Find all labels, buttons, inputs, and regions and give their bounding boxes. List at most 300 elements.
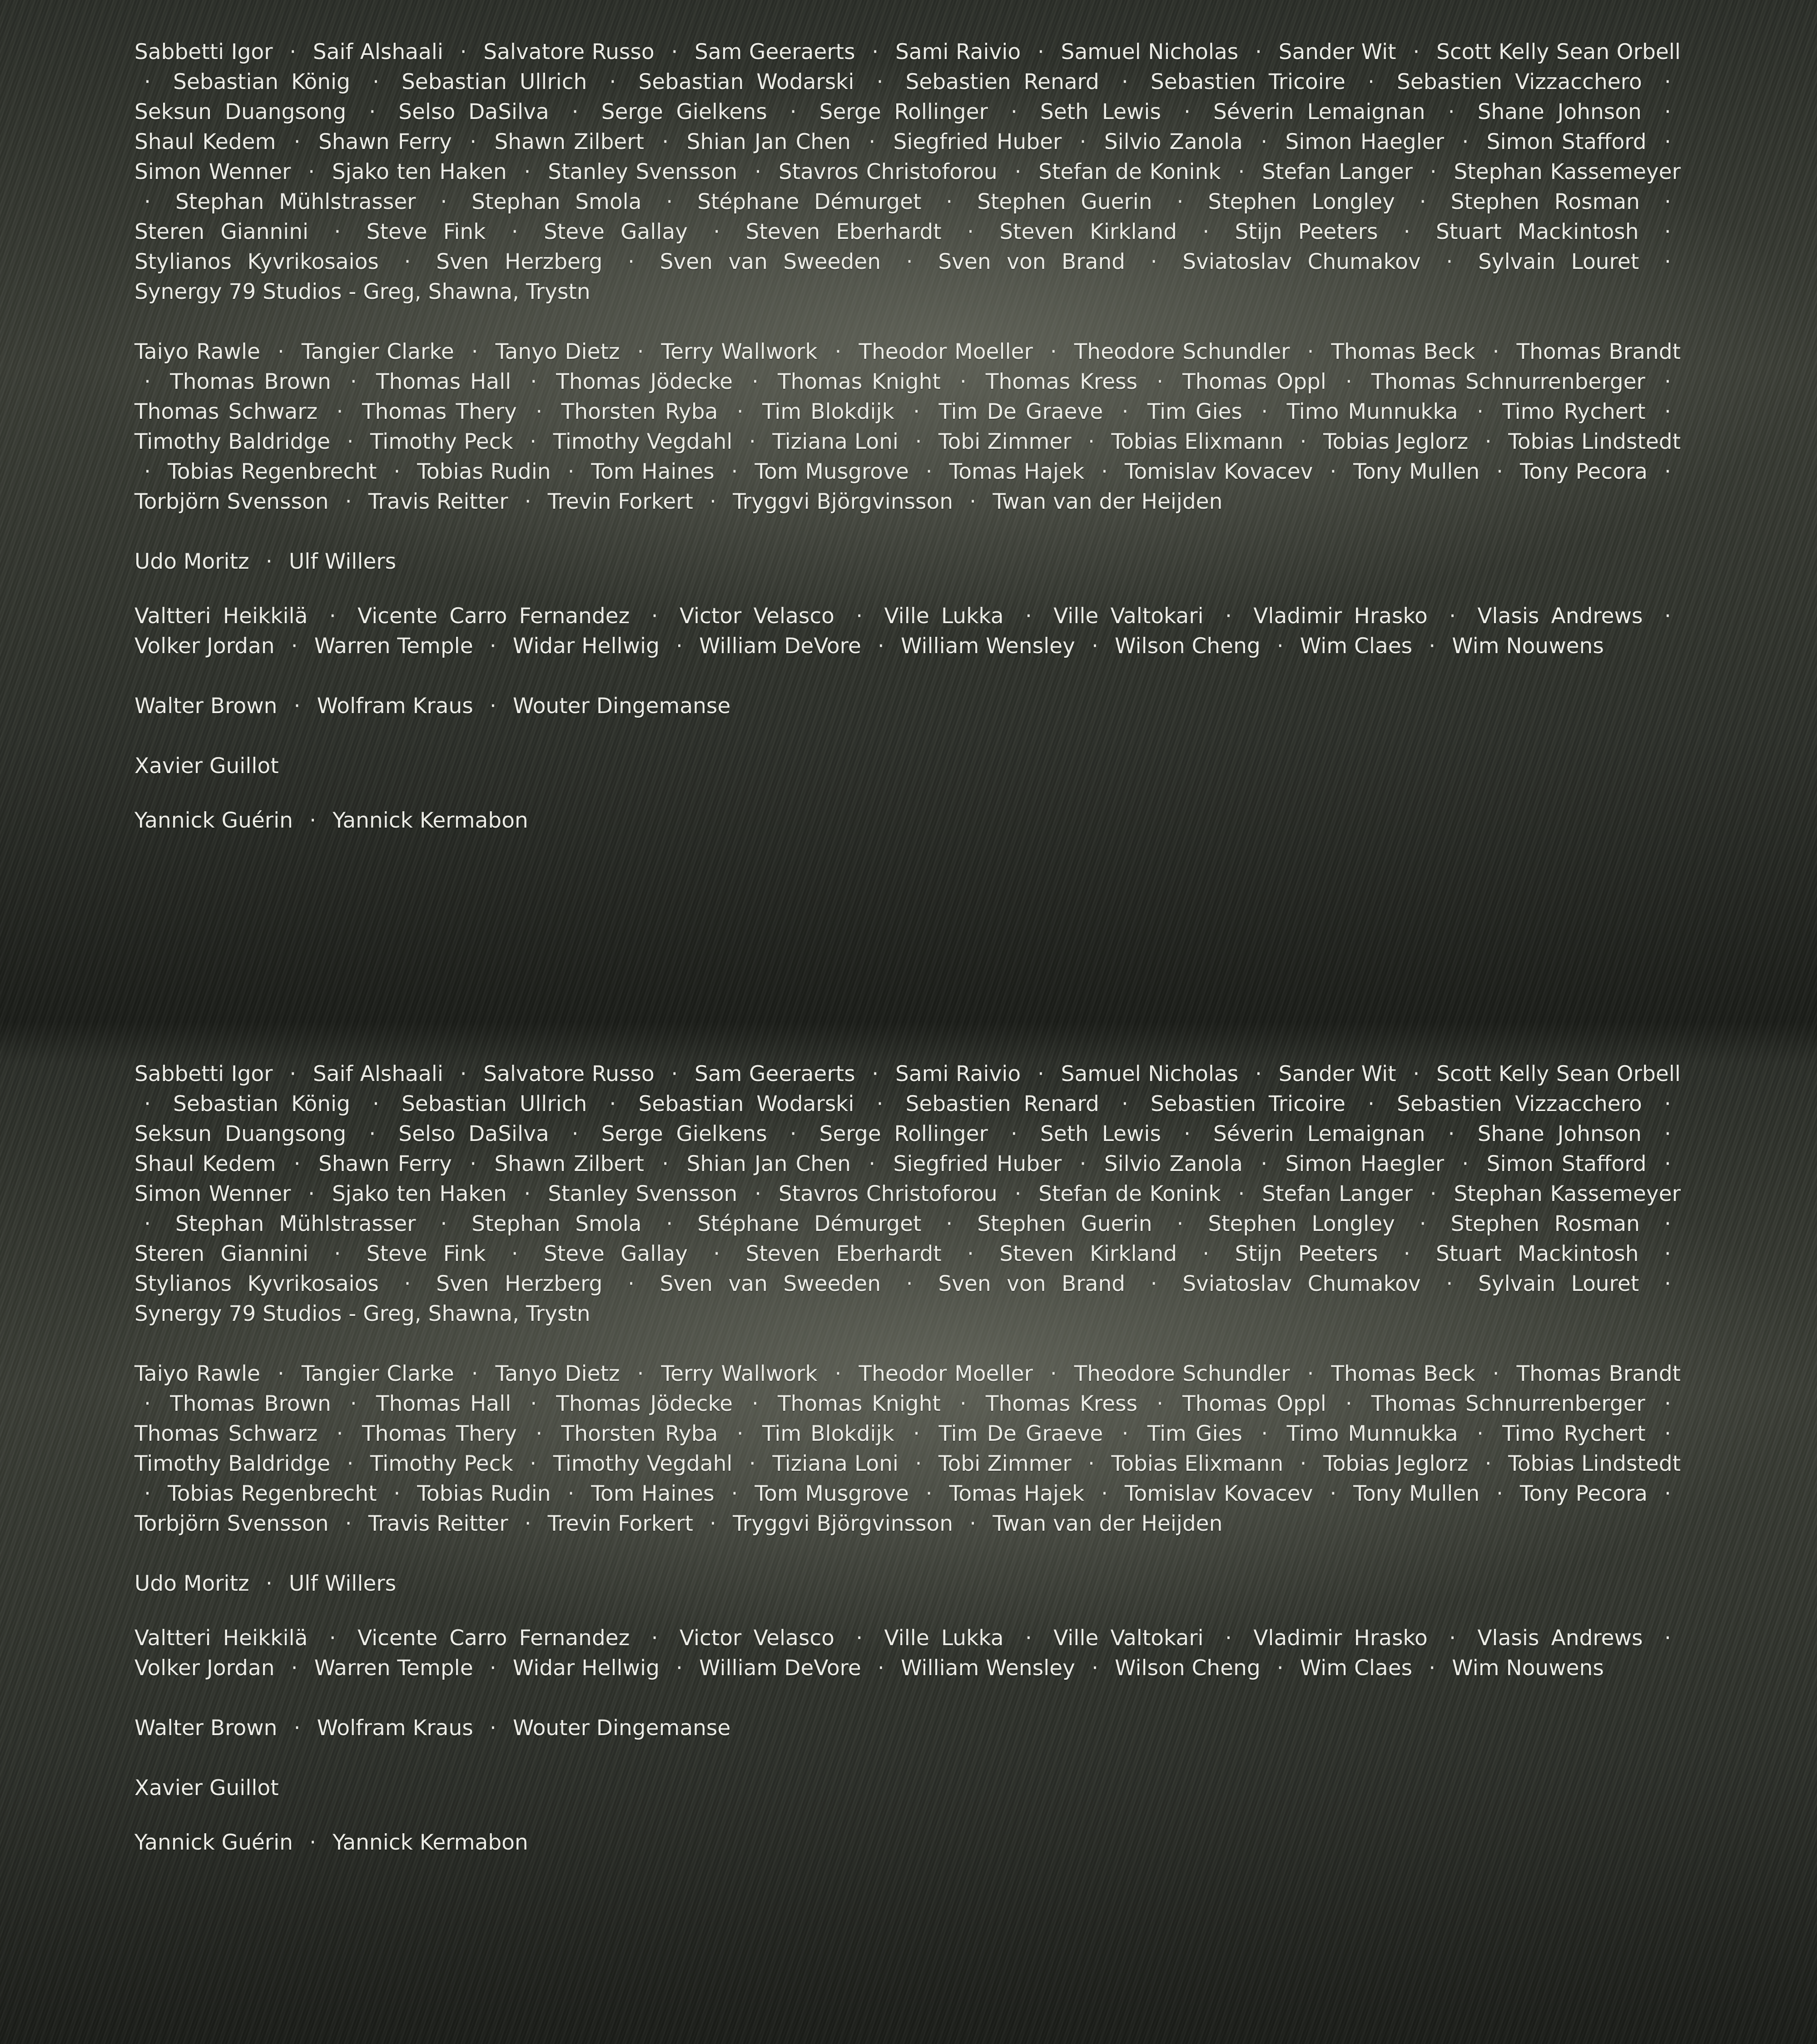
separator-dot: · bbox=[265, 549, 273, 574]
credit-name: Seth Lewis bbox=[1040, 1121, 1161, 1146]
credit-name: Tim De Graeve bbox=[938, 399, 1103, 424]
separator-dot: · bbox=[536, 1421, 543, 1446]
credit-name: Shaul Kedem bbox=[134, 129, 276, 154]
separator-dot: · bbox=[1664, 99, 1671, 124]
credits-list bbox=[134, 1059, 1681, 1888]
separator-dot: · bbox=[460, 40, 467, 64]
credit-name: William Wensley bbox=[900, 1656, 1075, 1681]
separator-dot: · bbox=[1014, 159, 1022, 184]
separator-dot: · bbox=[369, 1121, 376, 1146]
separator-dot: · bbox=[144, 369, 151, 394]
credit-name: Sylvain Louret bbox=[1478, 249, 1639, 274]
separator-dot: · bbox=[1664, 1626, 1671, 1651]
credit-group bbox=[134, 691, 1681, 721]
separator-dot: · bbox=[1664, 1241, 1671, 1266]
credit-name: Sebastian Wodarski bbox=[638, 1091, 854, 1116]
credit-name: Tobi Zimmer bbox=[938, 1451, 1072, 1476]
separator-dot: · bbox=[1183, 1121, 1191, 1146]
separator-dot: · bbox=[609, 1091, 616, 1116]
credit-name: Steve Gallay bbox=[543, 219, 688, 244]
separator-dot: · bbox=[671, 40, 678, 64]
credit-name: Sebastian Wodarski bbox=[638, 69, 854, 94]
credit-name: Twan van der Heijden bbox=[993, 489, 1223, 514]
credit-name: Steren Giannini bbox=[134, 219, 309, 244]
credit-name: Stuart Mackintosh bbox=[1436, 1241, 1639, 1266]
separator-dot: · bbox=[291, 634, 298, 659]
separator-dot: · bbox=[1664, 249, 1671, 274]
separator-dot: · bbox=[877, 1656, 884, 1681]
clipped-credit-line bbox=[134, 0, 1681, 5]
credit-name: Salvatore Russo bbox=[483, 40, 655, 64]
credit-name: Sjako ten Haken bbox=[332, 159, 507, 184]
credit-name: Stephen Longley bbox=[1208, 189, 1395, 214]
separator-dot: · bbox=[1449, 1626, 1456, 1651]
credit-name: Saif Alshaali bbox=[313, 1062, 443, 1086]
separator-dot: · bbox=[1261, 1421, 1268, 1446]
separator-dot: · bbox=[913, 1421, 920, 1446]
credit-name: Simon Haegler bbox=[1285, 1151, 1445, 1176]
separator-dot: · bbox=[1010, 99, 1018, 124]
credit-name: Thorsten Ryba bbox=[561, 399, 718, 424]
credit-name: Torbjörn Svensson bbox=[134, 489, 329, 514]
credit-name: Stijn Peeters bbox=[1235, 1241, 1378, 1266]
separator-dot: · bbox=[309, 1830, 317, 1855]
credit-name: Tobias Lindstedt bbox=[1508, 429, 1681, 454]
separator-dot: · bbox=[749, 429, 756, 454]
separator-dot: · bbox=[1448, 99, 1455, 124]
separator-dot: · bbox=[489, 1656, 496, 1681]
credit-name: Thorsten Ryba bbox=[561, 1421, 718, 1446]
credit-name: Thomas Hall bbox=[376, 1391, 511, 1416]
separator-dot: · bbox=[350, 1391, 357, 1416]
credit-name: Serge Gielkens bbox=[601, 99, 767, 124]
credit-name: Theodore Schundler bbox=[1074, 339, 1290, 364]
credit-name: Tobias Lindstedt bbox=[1508, 1451, 1681, 1476]
separator-dot: · bbox=[470, 1151, 477, 1176]
separator-dot: · bbox=[906, 249, 913, 274]
separator-dot: · bbox=[856, 1626, 863, 1651]
separator-dot: · bbox=[345, 1511, 352, 1536]
credit-name: Timo Rychert bbox=[1502, 1421, 1646, 1446]
credit-name: Timothy Vegdahl bbox=[553, 429, 733, 454]
credit-name: Thomas Brandt bbox=[1516, 339, 1681, 364]
separator-dot: · bbox=[1025, 1626, 1032, 1651]
separator-dot: · bbox=[1255, 1062, 1262, 1086]
separator-dot: · bbox=[336, 399, 343, 424]
credit-name: Tobias Regenbrecht bbox=[167, 1481, 377, 1506]
separator-dot: · bbox=[291, 1656, 298, 1681]
separator-dot: · bbox=[334, 1241, 341, 1266]
separator-dot: · bbox=[1664, 369, 1671, 394]
credit-name: Tomas Hajek bbox=[949, 1481, 1085, 1506]
separator-dot: · bbox=[856, 604, 863, 629]
credit-name: Seksun Duangsong bbox=[134, 1121, 347, 1146]
credit-name: Selso DaSilva bbox=[398, 1121, 549, 1146]
separator-dot: · bbox=[1150, 1271, 1157, 1296]
separator-dot: · bbox=[1238, 1181, 1245, 1206]
credit-name: Wolfram Kraus bbox=[317, 1716, 473, 1741]
separator-dot: · bbox=[1367, 1091, 1375, 1116]
separator-dot: · bbox=[969, 1511, 977, 1536]
separator-dot: · bbox=[511, 219, 518, 244]
credit-name: Thomas Beck bbox=[1331, 339, 1475, 364]
credit-name: Stefan de Konink bbox=[1038, 1181, 1221, 1206]
credit-name: Stuart Mackintosh bbox=[1436, 219, 1639, 244]
separator-dot: · bbox=[404, 249, 411, 274]
credit-name: Silvio Zanola bbox=[1104, 129, 1243, 154]
credit-group bbox=[134, 547, 1681, 577]
separator-dot: · bbox=[1484, 429, 1492, 454]
credit-name: Twan van der Heijden bbox=[993, 1511, 1223, 1536]
separator-dot: · bbox=[144, 189, 151, 214]
separator-dot: · bbox=[671, 1062, 678, 1086]
separator-dot: · bbox=[1261, 1151, 1268, 1176]
separator-dot: · bbox=[1413, 1062, 1420, 1086]
separator-dot: · bbox=[308, 159, 315, 184]
separator-dot: · bbox=[710, 1511, 716, 1536]
separator-dot: · bbox=[1664, 1091, 1671, 1116]
credit-name: Steve Fink bbox=[366, 1241, 486, 1266]
credit-name: Vladimir Hrasko bbox=[1253, 1626, 1428, 1651]
credit-name: Tiziana Loni bbox=[772, 429, 899, 454]
credit-name: Tangier Clarke bbox=[301, 339, 454, 364]
credit-name: Vlasis Andrews bbox=[1477, 1626, 1643, 1651]
credit-name: Stephan Kassemeyer bbox=[1454, 1181, 1681, 1206]
separator-dot: · bbox=[736, 1421, 744, 1446]
separator-dot: · bbox=[144, 1211, 151, 1236]
credit-name: Sabbetti Igor bbox=[134, 40, 273, 64]
credit-name: Stephen Guerin bbox=[977, 1211, 1152, 1236]
separator-dot: · bbox=[1079, 1151, 1087, 1176]
separator-dot: · bbox=[277, 1361, 284, 1386]
separator-dot: · bbox=[1255, 40, 1262, 64]
separator-dot: · bbox=[1091, 1656, 1098, 1681]
credit-name: Theodore Schundler bbox=[1074, 1361, 1290, 1386]
credit-name: Selso DaSilva bbox=[398, 99, 549, 124]
separator-dot: · bbox=[369, 99, 376, 124]
credit-name: Valtteri Heikkilä bbox=[134, 604, 308, 629]
separator-dot: · bbox=[1419, 1211, 1426, 1236]
credit-name: Terry Wallwork bbox=[661, 1361, 818, 1386]
separator-dot: · bbox=[1225, 604, 1232, 629]
separator-dot: · bbox=[1261, 129, 1268, 154]
separator-dot: · bbox=[277, 339, 284, 364]
credit-name: Sam Geeraerts bbox=[695, 40, 855, 64]
separator-dot: · bbox=[666, 189, 673, 214]
separator-dot: · bbox=[334, 219, 341, 244]
separator-dot: · bbox=[913, 399, 920, 424]
credit-name: Sam Geeraerts bbox=[695, 1062, 855, 1086]
separator-dot: · bbox=[293, 129, 301, 154]
separator-dot: · bbox=[1664, 459, 1671, 484]
separator-dot: · bbox=[1484, 1451, 1492, 1476]
credit-name: Thomas Thery bbox=[362, 1421, 517, 1446]
credit-name: Thomas Oppl bbox=[1182, 1391, 1326, 1416]
credit-name: Tanyo Dietz bbox=[495, 1361, 620, 1386]
credit-name: Sven van Sweeden bbox=[660, 249, 881, 274]
credit-group bbox=[134, 1773, 1681, 1803]
credit-name: Tomislav Kovacev bbox=[1124, 459, 1313, 484]
separator-dot: · bbox=[309, 808, 317, 833]
separator-dot: · bbox=[1477, 399, 1484, 424]
credit-name: Stéphane Démurget bbox=[697, 189, 922, 214]
separator-dot: · bbox=[872, 1062, 879, 1086]
separator-dot: · bbox=[869, 1151, 876, 1176]
credit-name: Stefan Langer bbox=[1262, 159, 1413, 184]
credit-name: Tobias Rudin bbox=[417, 1481, 551, 1506]
credit-name: Tangier Clarke bbox=[301, 1361, 454, 1386]
separator-dot: · bbox=[676, 634, 683, 659]
credit-name: Volker Jordan bbox=[134, 1656, 275, 1681]
separator-dot: · bbox=[1225, 1626, 1232, 1651]
credits-list bbox=[134, 37, 1681, 866]
separator-dot: · bbox=[511, 1241, 518, 1266]
separator-dot: · bbox=[293, 1151, 301, 1176]
credit-name: Xavier Guillot bbox=[134, 1776, 279, 1801]
separator-dot: · bbox=[1202, 1241, 1210, 1266]
credit-name: Yannick Kermabon bbox=[333, 808, 528, 833]
credit-group bbox=[134, 1569, 1681, 1599]
separator-dot: · bbox=[440, 1211, 447, 1236]
credit-name: Thomas Brown bbox=[170, 369, 331, 394]
credit-name: Serge Rollinger bbox=[819, 1121, 988, 1146]
separator-dot: · bbox=[662, 129, 669, 154]
credit-name: Seksun Duangsong bbox=[134, 99, 347, 124]
separator-dot: · bbox=[460, 1062, 467, 1086]
separator-dot: · bbox=[731, 459, 738, 484]
separator-dot: · bbox=[489, 634, 496, 659]
separator-dot: · bbox=[1664, 1211, 1671, 1236]
credit-name: Tim De Graeve bbox=[938, 1421, 1103, 1446]
separator-dot: · bbox=[1429, 1656, 1436, 1681]
separator-dot: · bbox=[710, 489, 716, 514]
separator-dot: · bbox=[329, 604, 336, 629]
separator-dot: · bbox=[1121, 69, 1128, 94]
separator-dot: · bbox=[1122, 399, 1129, 424]
credit-name: Timothy Vegdahl bbox=[553, 1451, 733, 1476]
credit-name: Stephen Longley bbox=[1208, 1211, 1395, 1236]
separator-dot: · bbox=[1496, 1481, 1503, 1506]
separator-dot: · bbox=[1664, 399, 1671, 424]
credit-name: Sebastien Tricoire bbox=[1150, 1091, 1345, 1116]
separator-dot: · bbox=[372, 1091, 379, 1116]
credit-name: Sebastian König bbox=[173, 1091, 350, 1116]
credit-name: Serge Gielkens bbox=[601, 1121, 767, 1146]
credit-name: Steve Gallay bbox=[543, 1241, 688, 1266]
credit-name: Sebastien Renard bbox=[905, 1091, 1099, 1116]
credit-name: Sami Raivio bbox=[895, 40, 1021, 64]
credit-name: Stanley Svensson bbox=[548, 159, 738, 184]
credit-name: Simon Wenner bbox=[134, 1181, 291, 1206]
credit-name: Tony Pecora bbox=[1519, 459, 1648, 484]
credit-name: Sjako ten Haken bbox=[332, 1181, 507, 1206]
credit-name: Thomas Jödecke bbox=[556, 1391, 733, 1416]
separator-dot: · bbox=[651, 1626, 658, 1651]
separator-dot: · bbox=[834, 1361, 842, 1386]
credit-name: Timothy Baldridge bbox=[134, 429, 331, 454]
credit-group bbox=[134, 806, 1681, 836]
credit-name: Stylianos Kyvrikosaios bbox=[134, 249, 379, 274]
credit-name: Ulf Willers bbox=[288, 1571, 397, 1596]
separator-dot: · bbox=[1413, 40, 1420, 64]
credit-group bbox=[134, 1713, 1681, 1743]
credit-name: Stanley Svensson bbox=[548, 1181, 738, 1206]
credit-name: Samuel Nicholas bbox=[1061, 40, 1239, 64]
credit-name: Shawn Ferry bbox=[318, 129, 452, 154]
credit-name: Tom Musgrove bbox=[755, 1481, 909, 1506]
separator-dot: · bbox=[751, 369, 759, 394]
separator-dot: · bbox=[872, 40, 879, 64]
credit-name: Sander Wit bbox=[1278, 40, 1396, 64]
credit-name: Shian Jan Chen bbox=[686, 1151, 851, 1176]
credit-group bbox=[134, 1359, 1681, 1539]
credit-name: Wilson Cheng bbox=[1115, 634, 1261, 659]
separator-dot: · bbox=[1010, 1121, 1018, 1146]
separator-dot: · bbox=[530, 1451, 537, 1476]
credit-name: Simon Haegler bbox=[1285, 129, 1445, 154]
credit-name: Tanyo Dietz bbox=[495, 339, 620, 364]
credit-name: Steve Fink bbox=[366, 219, 486, 244]
separator-dot: · bbox=[1276, 634, 1284, 659]
credit-name: Thomas Beck bbox=[1331, 1361, 1475, 1386]
separator-dot: · bbox=[347, 429, 354, 454]
separator-dot: · bbox=[967, 1241, 974, 1266]
credit-name: Seth Lewis bbox=[1040, 99, 1161, 124]
separator-dot: · bbox=[1050, 339, 1057, 364]
separator-dot: · bbox=[393, 1481, 401, 1506]
separator-dot: · bbox=[915, 1451, 922, 1476]
credit-name: Shawn Zilbert bbox=[494, 129, 644, 154]
separator-dot: · bbox=[1664, 189, 1671, 214]
separator-dot: · bbox=[347, 1451, 354, 1476]
separator-dot: · bbox=[1177, 1211, 1184, 1236]
credit-name: Tom Haines bbox=[591, 459, 715, 484]
separator-dot: · bbox=[1462, 1151, 1469, 1176]
separator-dot: · bbox=[1664, 1421, 1671, 1446]
separator-dot: · bbox=[1156, 1391, 1163, 1416]
separator-dot: · bbox=[736, 399, 744, 424]
credit-name: Thomas Schwarz bbox=[134, 399, 318, 424]
separator-dot: · bbox=[876, 1091, 884, 1116]
credit-name: Wim Nouwens bbox=[1452, 1656, 1604, 1681]
credit-group bbox=[134, 1623, 1681, 1683]
credit-name: Sebastien Vizzacchero bbox=[1396, 1091, 1642, 1116]
credit-name: Trevin Forkert bbox=[547, 1511, 693, 1536]
separator-dot: · bbox=[1150, 249, 1157, 274]
separator-dot: · bbox=[1446, 1271, 1453, 1296]
credit-name: Sander Wit bbox=[1278, 1062, 1396, 1086]
separator-dot: · bbox=[915, 429, 922, 454]
separator-dot: · bbox=[144, 459, 151, 484]
credit-name: Walter Brown bbox=[134, 1716, 278, 1741]
credit-name: Timo Rychert bbox=[1502, 399, 1646, 424]
separator-dot: · bbox=[404, 1271, 411, 1296]
credit-name: Sven von Brand bbox=[938, 249, 1125, 274]
credit-name: Timo Munnukka bbox=[1286, 1421, 1458, 1446]
credit-name: Sebastien Renard bbox=[905, 69, 1099, 94]
credit-name: Travis Reitter bbox=[368, 1511, 508, 1536]
separator-dot: · bbox=[289, 40, 297, 64]
credit-group bbox=[134, 37, 1681, 307]
credit-name: Sven van Sweeden bbox=[660, 1271, 881, 1296]
credit-name: Sami Raivio bbox=[895, 1062, 1021, 1086]
credit-name: Sylvain Louret bbox=[1478, 1271, 1639, 1296]
separator-dot: · bbox=[676, 1656, 683, 1681]
credit-name: Serge Rollinger bbox=[819, 99, 988, 124]
separator-dot: · bbox=[1025, 604, 1032, 629]
credit-name: Stijn Peeters bbox=[1235, 219, 1378, 244]
credit-name: Wim Claes bbox=[1300, 1656, 1413, 1681]
credit-name: Tryggvi Björgvinsson bbox=[733, 1511, 953, 1536]
separator-dot: · bbox=[524, 489, 531, 514]
separator-dot: · bbox=[1156, 369, 1163, 394]
credit-name: Thomas Knight bbox=[777, 1391, 941, 1416]
credit-name: Udo Moritz bbox=[134, 549, 249, 574]
separator-dot: · bbox=[144, 1091, 151, 1116]
credit-name: Thomas Knight bbox=[777, 369, 941, 394]
credit-name: Wilson Cheng bbox=[1115, 1656, 1261, 1681]
separator-dot: · bbox=[1276, 1656, 1284, 1681]
separator-dot: · bbox=[289, 1062, 297, 1086]
separator-dot: · bbox=[1664, 1391, 1671, 1416]
credit-name: Siegfried Huber bbox=[893, 129, 1062, 154]
clipped-credit-line bbox=[134, 1022, 1681, 1027]
credit-name: Stephan Mühlstrasser bbox=[175, 1211, 416, 1236]
credit-name: Steven Eberhardt bbox=[745, 1241, 942, 1266]
separator-dot: · bbox=[144, 1481, 151, 1506]
credit-name: Yannick Guérin bbox=[134, 1830, 293, 1855]
credit-name: Wim Nouwens bbox=[1452, 634, 1604, 659]
separator-dot: · bbox=[1091, 634, 1098, 659]
credit-name: Tom Haines bbox=[591, 1481, 715, 1506]
separator-dot: · bbox=[1664, 1271, 1671, 1296]
separator-dot: · bbox=[530, 429, 537, 454]
credit-name: Vladimir Hrasko bbox=[1253, 604, 1428, 629]
separator-dot: · bbox=[471, 1361, 478, 1386]
credit-name: Shawn Zilbert bbox=[494, 1151, 644, 1176]
separator-dot: · bbox=[651, 604, 658, 629]
credit-name: Stavros Christoforou bbox=[778, 1181, 998, 1206]
separator-dot: · bbox=[393, 459, 401, 484]
separator-dot: · bbox=[1664, 129, 1671, 154]
credit-name: Séverin Lemaignan bbox=[1213, 99, 1425, 124]
separator-dot: · bbox=[1087, 1451, 1095, 1476]
separator-dot: · bbox=[1307, 1361, 1314, 1386]
credit-name: Saif Alshaali bbox=[313, 40, 443, 64]
separator-dot: · bbox=[1087, 429, 1095, 454]
separator-dot: · bbox=[1477, 1421, 1484, 1446]
credit-group bbox=[134, 1059, 1681, 1329]
credit-name: Sven Herzberg bbox=[436, 1271, 603, 1296]
credit-name: Stylianos Kyvrikosaios bbox=[134, 1271, 379, 1296]
separator-dot: · bbox=[666, 1211, 673, 1236]
credit-name: Ville Lukka bbox=[884, 1626, 1004, 1651]
credit-name: Taiyo Rawle bbox=[134, 1361, 260, 1386]
separator-dot: · bbox=[713, 219, 720, 244]
credit-group bbox=[134, 1828, 1681, 1858]
credit-name: Terry Wallwork bbox=[661, 339, 818, 364]
separator-dot: · bbox=[1664, 1481, 1671, 1506]
separator-dot: · bbox=[1101, 1481, 1108, 1506]
separator-dot: · bbox=[440, 189, 447, 214]
credit-name: Stefan Langer bbox=[1262, 1181, 1413, 1206]
credit-name: Sebastian Ullrich bbox=[401, 69, 587, 94]
separator-dot: · bbox=[1367, 69, 1375, 94]
credit-name: Travis Reitter bbox=[368, 489, 508, 514]
separator-dot: · bbox=[1429, 634, 1436, 659]
separator-dot: · bbox=[350, 369, 357, 394]
credit-name: Timothy Peck bbox=[370, 429, 513, 454]
